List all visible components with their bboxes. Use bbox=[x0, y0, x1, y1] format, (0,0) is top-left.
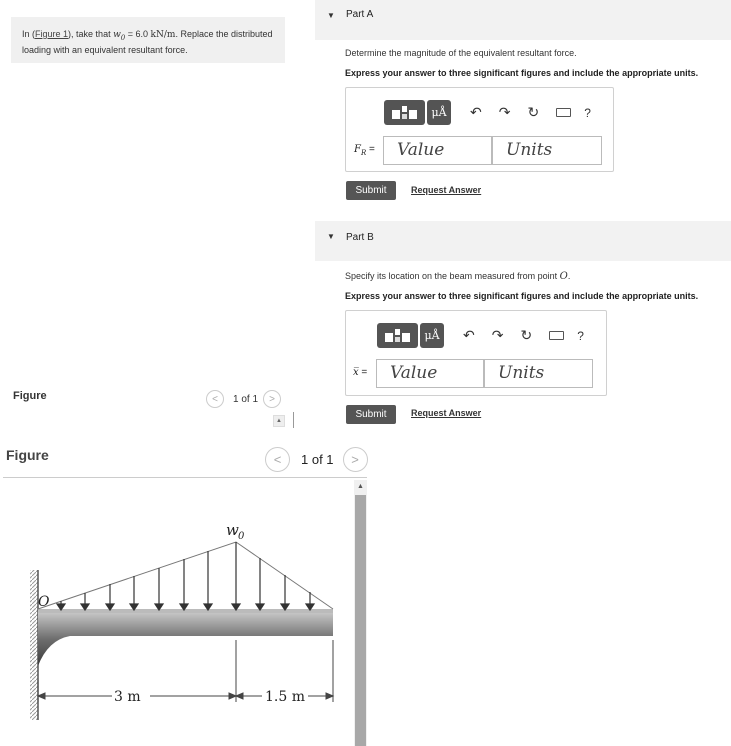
templates-icon bbox=[383, 327, 413, 344]
reset-icon[interactable]: ↻ bbox=[520, 327, 533, 343]
next-figure-button[interactable]: > bbox=[263, 390, 281, 408]
redo-icon[interactable]: ↷ bbox=[498, 104, 511, 120]
xbar-label bbox=[353, 367, 367, 378]
figure-scrollbar[interactable] bbox=[354, 480, 367, 746]
fr-subscript: R bbox=[360, 149, 367, 157]
problem-prefix: In ( bbox=[22, 29, 36, 39]
part-a-toolbar bbox=[384, 100, 591, 125]
prev-figure-button[interactable]: < bbox=[206, 390, 224, 408]
load-arrows bbox=[57, 542, 314, 610]
w-symbol: w bbox=[113, 30, 121, 40]
figure-pager-small bbox=[206, 390, 281, 408]
part-b-instruction bbox=[345, 271, 570, 282]
part-a-value-input[interactable]: Value bbox=[383, 136, 492, 165]
fr-label bbox=[354, 144, 375, 157]
part-b-header[interactable] bbox=[315, 221, 731, 261]
figure-label-large: Figure bbox=[6, 447, 49, 463]
scrollbar-thumb[interactable] bbox=[355, 495, 366, 746]
panel-divider bbox=[293, 412, 294, 428]
beam-top-flange bbox=[38, 609, 333, 613]
problem-statement bbox=[11, 17, 285, 63]
load-unit: kN/m bbox=[150, 30, 176, 40]
part-b-instruction-end: . bbox=[567, 271, 571, 281]
wall-support bbox=[30, 570, 38, 720]
figure-divider bbox=[3, 477, 367, 478]
problem-mid1: ), take that bbox=[68, 29, 114, 39]
part-b-submit-button[interactable]: Submit bbox=[346, 405, 396, 424]
dim-3m-label: 3 m bbox=[114, 689, 141, 705]
w0-label: w bbox=[226, 521, 239, 539]
help-icon[interactable]: ? bbox=[584, 105, 591, 120]
templates-button[interactable] bbox=[384, 100, 425, 125]
part-b-request-answer-link[interactable]: Request Answer bbox=[411, 408, 482, 418]
next-figure-button-large[interactable]: > bbox=[343, 447, 368, 472]
undo-icon[interactable]: ↶ bbox=[463, 327, 475, 343]
part-a-title: Part A bbox=[346, 9, 374, 20]
part-b-units-input[interactable]: Units bbox=[484, 359, 593, 388]
part-b-instruction-text: Specify its location on the beam measured from point bbox=[345, 271, 560, 281]
templates-button[interactable] bbox=[377, 323, 418, 348]
dim-1-5m-label: 1.5 m bbox=[265, 689, 305, 705]
units-button[interactable]: μÅ bbox=[420, 323, 444, 348]
part-a-units-input[interactable]: Units bbox=[492, 136, 602, 165]
help-icon[interactable]: ? bbox=[577, 328, 584, 343]
units-button[interactable]: μÅ bbox=[427, 100, 451, 125]
part-a-request-answer-link[interactable]: Request Answer bbox=[411, 185, 482, 195]
figure-label-small: Figure bbox=[13, 390, 47, 402]
fr-equals: = bbox=[366, 144, 375, 155]
part-a-express: Express your answer to three significant figures and include the appropriate units. bbox=[345, 68, 699, 78]
keyboard-icon[interactable] bbox=[549, 331, 564, 340]
problem-suffix: . Replace the distributed loading with an equivalent resultant force. bbox=[22, 29, 273, 55]
undo-icon[interactable]: ↶ bbox=[470, 104, 482, 120]
collapse-caret-icon[interactable]: ▼ bbox=[327, 232, 335, 241]
figure-page-count-large: 1 of 1 bbox=[301, 452, 334, 467]
part-a-submit-button[interactable]: Submit bbox=[346, 181, 396, 200]
xbar-equals: = bbox=[358, 367, 368, 378]
scroll-up-icon[interactable]: ▲ bbox=[357, 482, 364, 490]
problem-mid2: = 6.0 bbox=[125, 29, 151, 39]
part-b-value-input[interactable]: Value bbox=[376, 359, 484, 388]
reset-icon[interactable]: ↻ bbox=[527, 104, 540, 120]
figure-pager-large bbox=[265, 447, 368, 472]
collapse-caret-icon[interactable]: ▼ bbox=[327, 11, 335, 20]
figure-link[interactable]: Figure 1 bbox=[35, 29, 69, 39]
w0-subscript: 0 bbox=[238, 531, 245, 542]
point-o-symbol: O bbox=[559, 271, 568, 282]
part-b-title: Part B bbox=[346, 232, 374, 243]
beam bbox=[38, 612, 333, 666]
part-a-instruction: Determine the magnitude of the equivalent resultant force. bbox=[345, 48, 577, 58]
xbar-symbol: x̅ bbox=[353, 367, 359, 378]
figure-page-count: 1 of 1 bbox=[233, 393, 259, 405]
beam-diagram bbox=[0, 480, 352, 746]
scroll-up-icon[interactable]: ▲ bbox=[273, 415, 285, 427]
fr-symbol: F bbox=[354, 144, 361, 155]
w-subscript: 0 bbox=[120, 33, 126, 42]
point-o-label: O bbox=[38, 594, 50, 610]
part-a-header[interactable] bbox=[315, 0, 731, 40]
load-outline bbox=[38, 542, 333, 609]
keyboard-icon[interactable] bbox=[556, 108, 571, 117]
part-b-express: Express your answer to three significant figures and include the appropriate units. bbox=[345, 291, 699, 301]
prev-figure-button-large[interactable]: < bbox=[265, 447, 290, 472]
templates-icon bbox=[390, 104, 420, 121]
part-b-toolbar bbox=[377, 323, 584, 348]
redo-icon[interactable]: ↷ bbox=[491, 327, 504, 343]
